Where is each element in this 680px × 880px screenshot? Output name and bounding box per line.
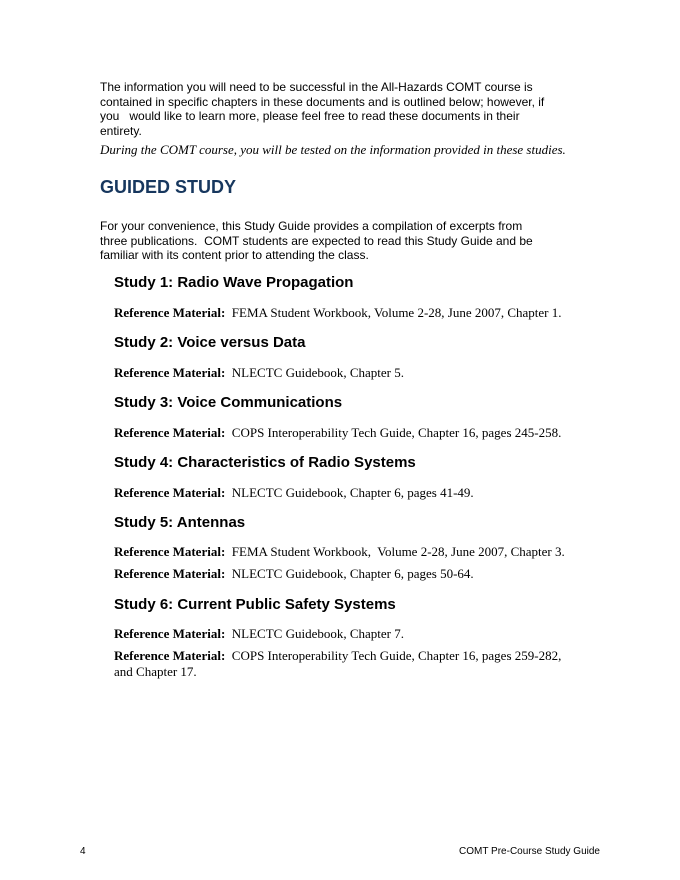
study-6-reference (114, 626, 584, 642)
reference-label: Reference Material: (114, 365, 226, 380)
study-5-reference-2 (114, 566, 584, 582)
reference-text: NLECTC Guidebook, Chapter 6, pages 50-64. (231, 566, 474, 581)
study-3-heading: Study 3: Voice Communications (114, 394, 343, 411)
reference-label: Reference Material: (114, 425, 226, 440)
study-3-reference (114, 425, 584, 441)
study-2-heading: Study 2: Voice versus Data (114, 334, 306, 351)
test-note: During the COMT course, you will be tested on the information provided in these studies. (100, 142, 566, 157)
study-5-reference (114, 544, 584, 560)
study-5-heading: Study 5: Antennas (114, 514, 246, 531)
intro-line: contained in specific chapters in these documents and is outlined below; however, if (100, 94, 545, 109)
reference-label: Reference Material: (114, 544, 226, 559)
study-4-reference (114, 485, 584, 501)
reference-label: Reference Material: (114, 305, 226, 320)
intro-line: you would like to learn more, please feel free to read these documents in their (100, 109, 520, 123)
study-2-reference (114, 365, 584, 381)
reference-text: NLECTC Guidebook, Chapter 5. (231, 365, 405, 380)
reference-label: Reference Material: (114, 566, 226, 581)
reference-label: Reference Material: (114, 485, 226, 500)
study-1-heading: Study 1: Radio Wave Propagation (114, 274, 354, 291)
study-1-reference (114, 305, 584, 321)
reference-text-continued: and Chapter 17. (114, 664, 197, 679)
intro-paragraph (100, 80, 556, 138)
convenience-line: For your convenience, this Study Guide provides a compilation of excerpts from (100, 219, 523, 233)
reference-label: Reference Material: (114, 626, 226, 641)
convenience-line: familiar with its content prior to attending the class. (100, 248, 369, 262)
study-4-heading: Study 4: Characteristics of Radio Systems (114, 454, 416, 471)
footer-document-title: COMT Pre-Course Study Guide (459, 846, 600, 857)
reference-text: COPS Interoperability Tech Guide, Chapter 16, pages 259-282, (231, 648, 562, 663)
convenience-line: three publications. COMT students are expected to read this Study Guide and be (100, 233, 533, 248)
section-title: GUIDED STUDY (100, 177, 237, 197)
study-6-reference-2 (114, 648, 584, 680)
convenience-paragraph (100, 219, 550, 263)
reference-text: NLECTC Guidebook, Chapter 6, pages 41-49. (231, 485, 474, 500)
intro-line: The information you will need to be successful in the All-Hazards COMT course is (100, 80, 533, 94)
reference-text: FEMA Student Workbook, Volume 2-28, June 2007, Chapter 1. (231, 305, 562, 320)
reference-text: NLECTC Guidebook, Chapter 7. (231, 626, 405, 641)
page-number: 4 (80, 846, 86, 857)
reference-text: FEMA Student Workbook, Volume 2-28, June 2007, Chapter 3. (231, 544, 565, 559)
reference-label: Reference Material: (114, 648, 226, 663)
reference-text: COPS Interoperability Tech Guide, Chapter 16, pages 245-258. (231, 425, 562, 440)
study-6-heading: Study 6: Current Public Safety Systems (114, 596, 396, 613)
intro-line: entirety. (100, 123, 142, 138)
